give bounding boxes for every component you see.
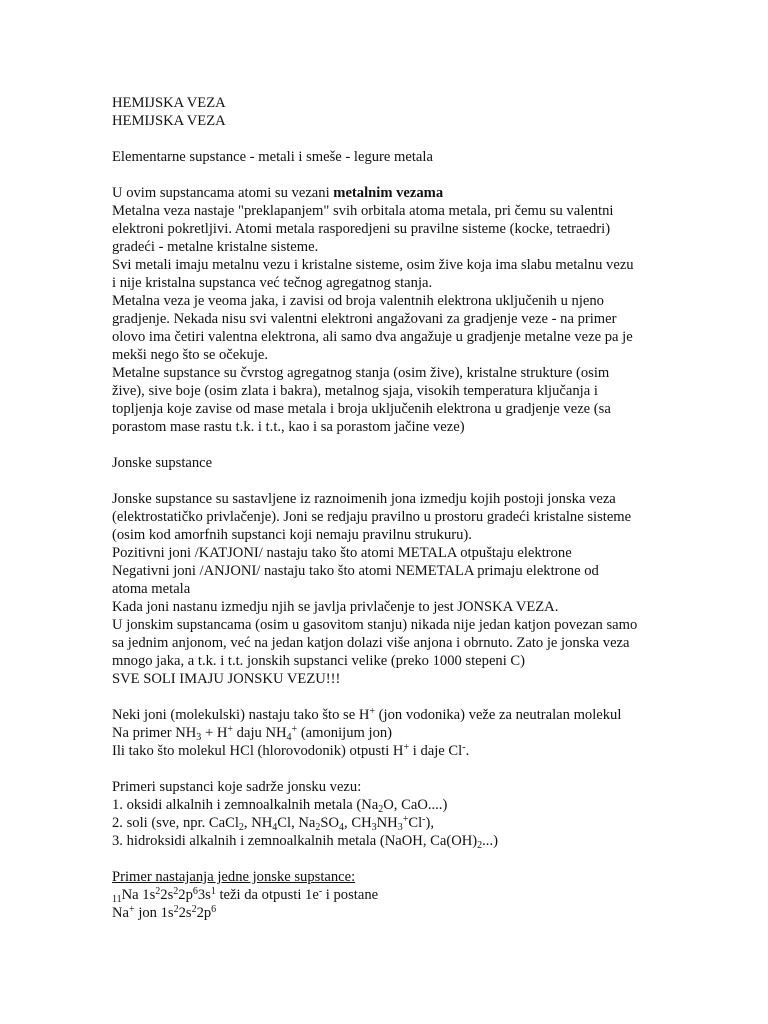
metal-paragraph: Metalna veza nastaje "preklapanjem" svih orbitala atoma metala, pri čemu su valentni elektroni pokretljivi. Atomi metala rasporedjeni su pravilne sisteme (kocke, tetraedri) gradeći - metalne kristalne sisteme. Svi metali imaju metalnu vezu i kristalne sisteme, osim žive koja ima slabu metalnu vezu i nije kristalna supstanca već tečnog agregatnog stanja. Metalna veza je veoma jaka, i zavisi od broja valentnih elektrona uključenih u njeno gradjenje. Nekada nisu svi valentni elektroni angažovani za gradjenje veze - na primer olovo ima četiri valentna elektrona, ali samo dva angažuje u gradjenje metalne veze pa je mekši nego što se očekuje. Metalne supstance su čvrstog agregatnog stanja (osim žive), kristalne strukture (osim žive), sive boje (osim zlata i bakra), metalnog sjaja, visokih temperatura ključanja i topljenja koje zavise od mase metala i broja uključenih elektrona u gradjenje veze (sa porastom mase rastu t.k. i t.t., kao i sa porastom jačine veze)	[112, 203, 634, 435]
metal-intro: U ovim supstancama atomi su vezani metalnim vezama	[112, 185, 444, 201]
list-item: 3. hidroksidi alkalnih i zemnoalkalnih metala (NaOH, $Ca(OH)_2$...)	[112, 833, 498, 851]
section-heading-metals: Elementarne supstance - metali i smeše - legure metala	[112, 149, 433, 165]
section-heading-ionic: Jonske supstance	[112, 455, 213, 471]
title-repeat: HEMIJSKA VEZA	[112, 113, 226, 129]
examples-list	[112, 778, 712, 850]
molecular-ions-paragraph: Neki joni (molekulski) nastaju tako što se H+ (jon vodonika) veže za neutralan molekul Na primer $NH_3 + H^+$ daju $NH_4^+$ (amonijum jon) Ili tako što molekul HCl (hlorovodonik) otpusti H+ i daje Cl-.	[112, 706, 622, 759]
list-item: 2. soli (sve, npr. CaCl$_2$, $NH_4Cl$, $Na_2SO_4$, $CH_3NH_3^+Cl^-$),	[112, 814, 435, 833]
document-page	[112, 94, 712, 922]
example-heading: Primer nastajanja jedne jonske supstance:	[112, 869, 356, 885]
list-item: 1. oksidi alkalnih i zemnoalkalnih metala ($Na_2O$, CaO....)	[112, 797, 448, 815]
ionic-paragraph: Jonske supstance su sastavljene iz raznoimenih jona izmedju kojih postoji jonska veza (elektrostatičko privlačenje). Joni se redjaju pravilno u prostoru gradeći kristalne sisteme (osim kod amorfnih supstanci koji nemaju pravilnu strukuru). Pozitivni joni /KATJONI/ nastaju tako što atomi METALA otpuštaju elektrone Negativni joni /ANJONI/ nastaju tako što atomi NEMETALA primaju elektrone od atoma metala Kada joni nastanu izmedju njih se javlja privlačenje to jest JONSKA VEZA. U jonskim supstancama (osim u gasovitom stanju) nikada nije jedan katjon povezan samo sa jednim anjonom, već na jedan katjon dolazi više anjona i obrnuto. Zato je jonska veza mnogo jaka, a t.k. i t.t. jonskih supstanci velike (preko 1000 stepeni C) SVE SOLI IMAJU JONSKU VEZU!!!	[112, 491, 638, 687]
title: HEMIJSKA VEZA	[112, 95, 226, 111]
metallic-bond-term: metalnim vezama	[333, 185, 444, 201]
ionic-formation-example: Primer nastajanja jedne jonske supstance: $_{11}$Na $1s^22s^22p^63s^1$ teži da otpusti 1e- i postane Na+ jon $1s^22s^22p^6$	[112, 869, 379, 921]
examples-heading: Primeri supstanci koje sadrže jonsku vezu:	[112, 779, 362, 795]
